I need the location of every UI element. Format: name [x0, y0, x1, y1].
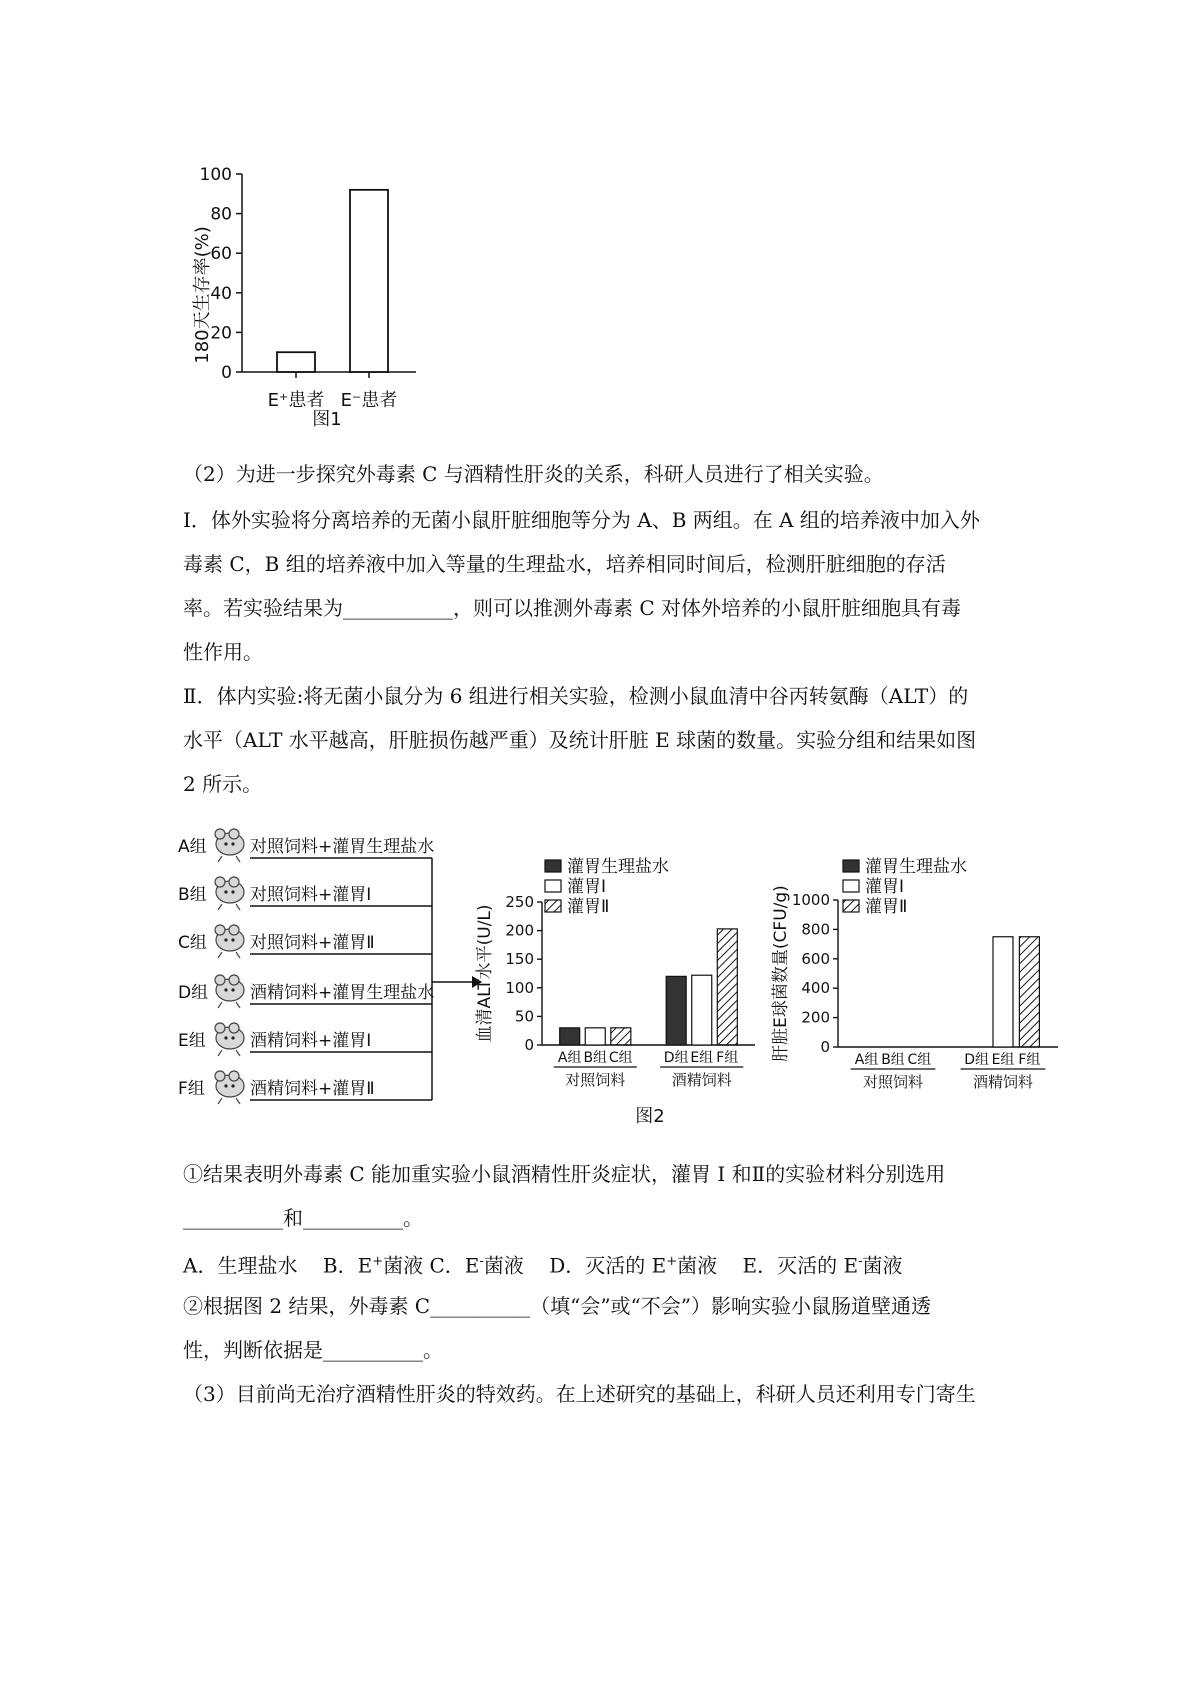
x-tick-label: E组 — [690, 1050, 714, 1066]
question-2-1-blanks: __________和__________。 — [183, 1206, 423, 1230]
y-tick-label: 400 — [801, 979, 830, 998]
exp2-line1: Ⅱ．体内实验:将无菌小鼠分为 6 组进行相关实验，检测小鼠血清中谷丙转氨酶（ALT）的 — [183, 684, 969, 708]
data-bar — [560, 1028, 580, 1045]
group-label: F组 — [178, 1079, 205, 1099]
option-d-prefix: D．灭活的 E — [549, 1253, 667, 1278]
mouse-icon — [215, 1071, 244, 1104]
superscript-plus: + — [372, 1254, 384, 1269]
y-tick-label: 100 — [505, 978, 534, 997]
x-tick-label: B组 — [881, 1052, 905, 1068]
fig1-x-tick-label: E⁺患者 — [267, 390, 325, 411]
group-desc: 酒精饲料+灌胃Ⅱ — [250, 1079, 375, 1099]
y-axis-label: 血清ALT水平(U/L) — [475, 904, 495, 1043]
option-e-suffix: 菌液 — [862, 1253, 903, 1278]
x-tick-label: A组 — [557, 1050, 582, 1066]
question-2-1: ①结果表明外毒素 C 能加重实验小鼠酒精性肝炎症状，灌胃 I 和Ⅱ的实验材料分别选用 — [183, 1162, 946, 1186]
legend-swatch — [843, 880, 859, 892]
fig1-caption: 图1 — [312, 409, 342, 430]
fig2-caption: 图2 — [635, 1106, 665, 1127]
x-tick-label: C组 — [608, 1050, 633, 1066]
fig1-y-tick-label: 0 — [221, 363, 232, 383]
fig2-group-list — [178, 829, 482, 1104]
data-bar — [585, 1028, 605, 1045]
exp1-line4: 性作用。 — [183, 640, 263, 664]
exp2-line2: 水平（ALT 水平越高，肝脏损伤越严重）及统计肝脏 E 球菌的数量。实验分组和结果如图 — [183, 728, 977, 752]
group-desc: 对照饲料+灌胃I — [250, 885, 372, 905]
y-tick-label: 800 — [801, 920, 830, 939]
x-tick-label: A组 — [854, 1052, 879, 1068]
legend-swatch — [843, 860, 859, 872]
fig1-y-tick-label: 60 — [210, 244, 232, 265]
diet-label: 对照饲料 — [862, 1073, 924, 1091]
legend-swatch — [545, 860, 561, 872]
question-3-intro: （3）目前尚无治疗酒精性肝炎的特效药。在上述研究的基础上，科研人员还利用专门寄生 — [183, 1382, 976, 1406]
legend-label: 灌胃Ⅱ — [567, 897, 610, 917]
mouse-icon — [215, 925, 244, 958]
y-tick-label: 1000 — [791, 891, 830, 909]
data-bar — [993, 937, 1013, 1047]
exp1-line2: 毒素 C，B 组的培养液中加入等量的生理盐水，培养相同时间后，检测肝脏细胞的存活 — [183, 552, 946, 576]
option-d-suffix: 菌液 — [677, 1253, 718, 1278]
data-bar — [1019, 937, 1039, 1047]
fig1-axes — [200, 165, 416, 411]
fig1-y-tick-label: 80 — [210, 204, 232, 225]
fig1-y-tick-label: 20 — [210, 323, 232, 344]
x-tick-label: F组 — [1018, 1052, 1041, 1068]
mouse-icon — [215, 1023, 244, 1056]
mouse-icon — [215, 877, 244, 910]
diet-label: 酒精饲料 — [972, 1073, 1034, 1091]
x-tick-label: B组 — [583, 1050, 608, 1066]
data-bar — [717, 929, 737, 1045]
group-desc: 对照饲料+灌胃生理盐水 — [250, 837, 435, 857]
x-tick-label: D组 — [663, 1050, 689, 1066]
option-e-prefix: E．灭活的 E — [742, 1253, 859, 1278]
question-2-2-cont: 性，判断依据是__________。 — [183, 1338, 443, 1362]
y-tick-label: 0 — [820, 1038, 830, 1056]
option-b-c: 菌液 C．E — [383, 1253, 480, 1278]
x-tick-label: E组 — [991, 1052, 1015, 1068]
superscript-minus: - — [858, 1254, 863, 1269]
legend-label: 灌胃Ⅱ — [865, 897, 908, 917]
mouse-icon — [215, 829, 244, 862]
question-2-intro: （2）为进一步探究外毒素 C 与酒精性肝炎的关系，科研人员进行了相关实验。 — [183, 462, 884, 486]
fig1-bar — [350, 190, 388, 372]
answer-options — [183, 1250, 1028, 1278]
legend-label: 灌胃I — [865, 877, 905, 897]
group-label: C组 — [178, 933, 207, 953]
question-2-2: ②根据图 2 结果，外毒素 C__________（填“会”或“不会”）影响实验小鼠肠道壁通透 — [183, 1294, 931, 1318]
group-desc: 酒精饲料+灌胃I — [250, 1031, 372, 1051]
legend-label: 灌胃生理盐水 — [567, 857, 669, 877]
x-tick-label: D组 — [964, 1052, 989, 1068]
figure-1 — [170, 150, 450, 440]
superscript-minus: - — [479, 1254, 484, 1269]
option-a: A．生理盐水 — [183, 1253, 298, 1278]
fig1-ylabel: 180天生存率(%) — [192, 226, 213, 364]
exp2-line3: 2 所示。 — [183, 772, 263, 796]
y-tick-label: 200 — [801, 1008, 830, 1027]
group-label: A组 — [178, 837, 207, 857]
fig1-y-tick-label: 100 — [199, 165, 232, 185]
fig1-bar — [277, 352, 315, 372]
y-tick-label: 600 — [801, 949, 830, 968]
data-bar — [611, 1028, 631, 1045]
y-tick-label: 150 — [505, 950, 534, 969]
group-label: E组 — [178, 1031, 206, 1051]
legend-swatch — [545, 900, 561, 912]
mouse-icon — [215, 975, 244, 1008]
data-bar — [692, 975, 712, 1045]
x-tick-label: C组 — [907, 1052, 932, 1068]
exp1-line1: I．体外实验将分离培养的无菌小鼠肝脏细胞等分为 A、B 两组。在 A 组的培养液中加入外 — [183, 508, 980, 532]
diet-label: 酒精饲料 — [671, 1071, 732, 1089]
legend-swatch — [545, 880, 561, 892]
group-desc: 酒精饲料+灌胃生理盐水 — [250, 983, 435, 1003]
fig1-x-tick-label: E⁻患者 — [340, 390, 398, 411]
legend-swatch — [843, 900, 859, 912]
option-c-suffix: 菌液 — [483, 1253, 524, 1278]
y-axis-label: 肝脏E球菌数量(CFU/g) — [771, 885, 791, 1062]
figure-2 — [170, 820, 1070, 1140]
y-tick-label: 200 — [505, 921, 534, 940]
y-tick-label: 50 — [514, 1007, 534, 1026]
group-desc: 对照饲料+灌胃Ⅱ — [250, 933, 375, 953]
diet-label: 对照饲料 — [565, 1071, 626, 1089]
group-label: D组 — [178, 983, 209, 1003]
group-label: B组 — [178, 885, 207, 905]
superscript-plus: + — [666, 1254, 678, 1269]
ecoccus-chart — [771, 857, 1058, 1091]
fig1-y-tick-label: 40 — [210, 283, 232, 304]
option-b-prefix: B．E — [322, 1253, 373, 1278]
y-tick-label: 0 — [524, 1036, 534, 1054]
alt-chart — [475, 857, 755, 1089]
exp1-line3: 率。若实验结果为___________，则可以推测外毒素 C 对体外培养的小鼠肝脏细胞具有毒 — [183, 596, 962, 620]
legend-label: 灌胃生理盐水 — [865, 857, 967, 877]
x-tick-label: F组 — [716, 1050, 739, 1066]
data-bar — [666, 976, 686, 1045]
y-tick-label: 250 — [505, 893, 534, 911]
legend-label: 灌胃I — [567, 877, 607, 897]
